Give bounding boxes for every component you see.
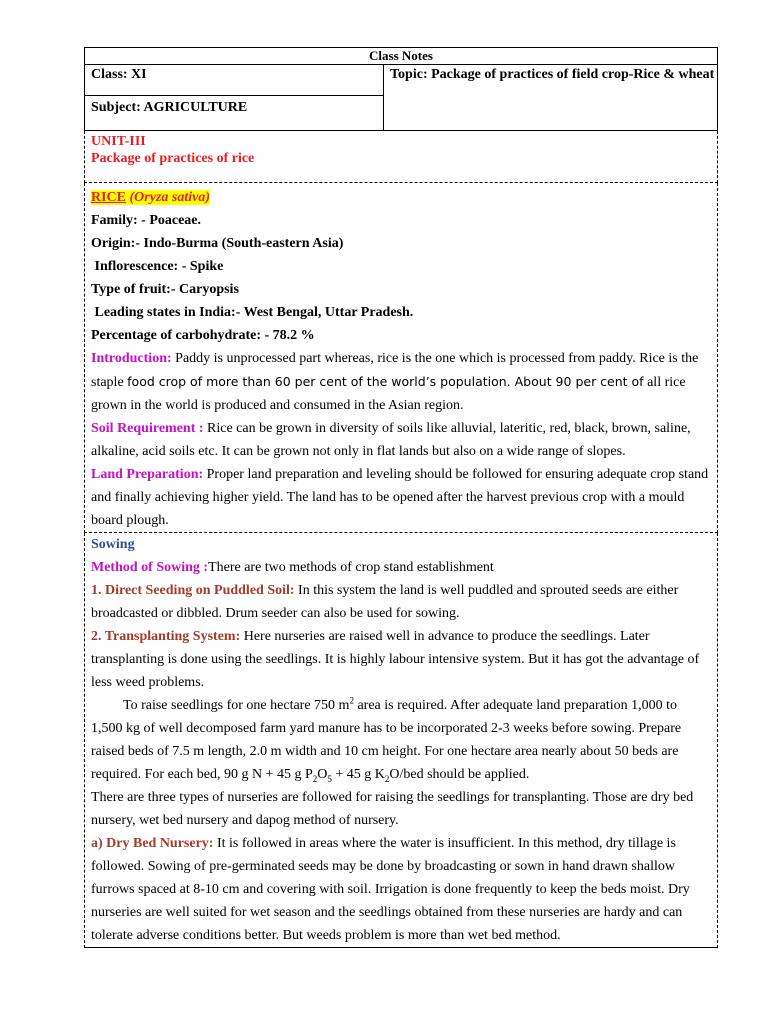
dry-bed-paragraph [91, 832, 711, 947]
soil-label: Soil Requirement : [91, 421, 204, 436]
unit-section [84, 131, 718, 183]
seedling-sup: 2 [349, 695, 354, 706]
dry-bed-text: It is followed in areas where the water is insufficient. In this method, dry tillage is followed. Sowing of pre-germinated seeds may be done by broadcasting or sown in hand drawn shallow furrows spaced at 8-10 cm and covering with soil. Irrigation is done frequently to keep the beds moist. Dry nurseries are well suited for wet season and the seedlings obtained from these nurseries are hardy and can tolerate adverse conditions better. But weeds problem is more than wet bed method. [91, 836, 690, 943]
seedling-text-e: O/bed should be applied. [389, 767, 530, 782]
family-line: Family: - Poaceae. [91, 213, 202, 228]
seedling-paragraph [91, 694, 711, 786]
seedling-sub-2: 5 [327, 773, 332, 784]
introduction-label: Introduction: [91, 351, 172, 366]
seedling-text-d: + 45 g K [331, 767, 385, 782]
class-notes-page [84, 47, 718, 948]
sowing-section [84, 533, 718, 948]
seedling-sub-1: 2 [312, 773, 318, 784]
dry-bed-label: a) Dry Bed Nursery: [91, 836, 214, 851]
direct-seeding-label: 1. Direct Seeding on Puddled Soil: [91, 583, 295, 598]
origin-line: Origin:- Indo-Burma (South-eastern Asia) [91, 236, 344, 251]
direct-seeding-text: In this system the land is well puddled and sprouted seeds are either broadcasted or dibbled. Drum seeder can also be used for sowing. [91, 583, 679, 621]
rice-heading [91, 186, 711, 209]
inflorescence-line: Inflorescence: - Spike [91, 259, 224, 274]
introduction-text-3: all rice grown in the world is produced and consumed in the Asian region. [91, 375, 686, 413]
unit-subtitle: Package of practices of rice [91, 151, 255, 166]
method-paragraph [91, 556, 711, 579]
land-paragraph [91, 463, 711, 532]
land-text: Proper land preparation and leveling should be followed for ensuring adequate crop stand and finally achieving higher yield. The land has to be opened after the harvest previous crop with a mould board plough. [91, 467, 709, 528]
introduction-text-2: food crop of more than 60 per cent of the world’s population. About 90 per cent of [127, 374, 644, 389]
fruit-line: Type of fruit:- Caryopsis [91, 282, 239, 297]
carbohydrate-line: Percentage of carbohydrate: - 78.2 % [91, 328, 315, 343]
rice-scientific-name: (Oryza sativa) [129, 190, 211, 205]
method-label: Method of Sowing : [91, 560, 209, 575]
transplanting-text: Here nurseries are raised well in advance to produce the seedlings. Later transplanting is done using the seedlings. It is highly labour intensive system. But it has got the advantage of less weed problems. [91, 629, 700, 690]
introduction-paragraph [91, 347, 711, 417]
soil-text: Rice can be grown in diversity of soils like alluvial, lateritic, red, black, brown, saline, alkaline, acid soils etc. It can be grown not only in flat lands but also on a wide range of slopes. [91, 421, 691, 459]
transplanting-label: 2. Transplanting System: [91, 629, 241, 644]
seedling-sub-3: 2 [384, 773, 390, 784]
class-cell: Class: XI [85, 65, 384, 96]
soil-paragraph [91, 417, 711, 463]
unit-title: UNIT-III [91, 134, 146, 149]
nursery-types-paragraph: There are three types of nurseries are followed for raising the seedlings for transplanting. Those are dry bed nursery, wet bed nursery and dapog method of nursery. [91, 790, 694, 828]
introduction-text-1: Paddy is unprocessed part whereas, rice is the one which is processed from paddy. Rice is the staple [91, 351, 699, 390]
header-table [84, 64, 718, 131]
seedling-text-b: area is required. After adequate land preparation 1,000 to 1,500 kg of well decomposed farm yard manure has to be incorporated 2-3 weeks before sowing. Prepare raised beds of 7.5 m length, 2.0 m width and 10 cm height. For one hectare area nearly about 50 beds are required. For each bed, 90 g N + 45 g P [91, 698, 682, 782]
seedling-text-a: To raise seedlings for one hectare 750 m [123, 698, 350, 713]
states-line: Leading states in India:- West Bengal, Uttar Pradesh. [91, 305, 414, 320]
rice-section [84, 183, 718, 533]
rice-heading-text: RICE [91, 190, 127, 205]
subject-cell: Subject: AGRICULTURE [85, 96, 384, 130]
land-label: Land Preparation: [91, 467, 204, 482]
direct-seeding-paragraph [91, 579, 711, 625]
sowing-heading: Sowing [91, 537, 135, 552]
transplanting-paragraph [91, 625, 711, 694]
topic-cell: Topic: Package of practices of field crop-Rice & wheat [390, 67, 715, 82]
notes-title: Class Notes [84, 47, 718, 64]
method-text: There are two methods of crop stand establishment [208, 560, 494, 575]
seedling-text-c: O [317, 767, 328, 782]
